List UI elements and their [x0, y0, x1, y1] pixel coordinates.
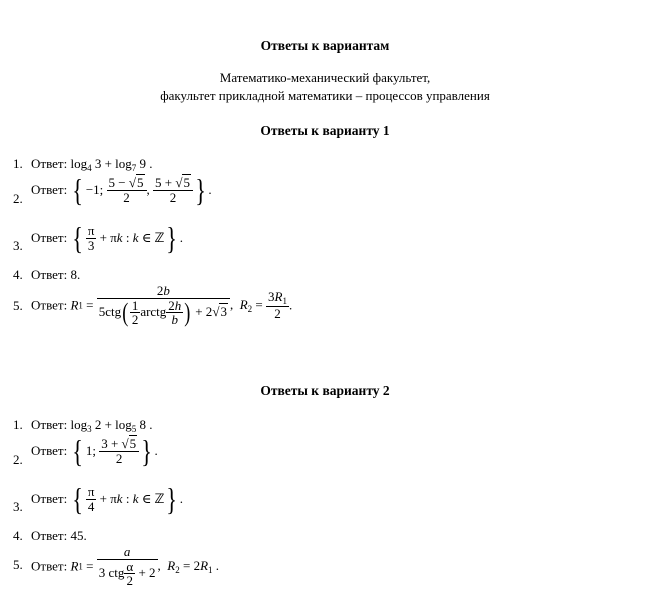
v1-item-2-answer: Ответ: { −1; $\frac{5 - √5}{2}$ , $\frac{5 + √5}{2}$ } .	[31, 172, 212, 208]
document-title: Ответы к вариантам	[260, 38, 390, 53]
answer-label: Ответ:	[31, 230, 68, 245]
v2-item-5-answer: Ответ: R1 = a 3 ctg $\frac{\alpha}{2}$ + 2 , $R_2 = 2R_1$ .	[31, 544, 220, 589]
variant-2-heading: Ответы к варианту 2	[260, 383, 390, 398]
answer-label: Ответ:	[31, 182, 68, 197]
v1-item-2-number: 2.	[13, 191, 23, 206]
v2-item-3-answer: Ответ: { $\frac{\pi}{4}$ + πk : k ∈ ℤ} .	[31, 481, 184, 517]
v2-item-1-answer: Ответ: $\log_3 2 + \log_5 8$ .	[31, 417, 153, 434]
v1-item-4-number: 4.	[13, 267, 23, 282]
v2-item-2-answer: Ответ: { 1; $\frac{3 + √5}{2}$ } .	[31, 433, 158, 469]
v2-item-3-number: 3.	[13, 499, 23, 514]
answer-label: Ответ:	[31, 443, 68, 458]
variant-1-heading: Ответы к варианту 1	[260, 123, 390, 138]
answer-label: Ответ:	[31, 491, 68, 506]
v1-item-3-answer: Ответ: { $\frac{\pi}{3}$ + πk : k ∈ ℤ} .	[31, 220, 184, 256]
v1-item-1-answer: Ответ: $\log_4 3 + \log_7 9$ .	[31, 156, 153, 173]
answer-label: Ответ:	[31, 267, 68, 282]
v1-item-5-answer: Ответ: R1 = 2b 5ctg( $\frac{1}{2}$ arctg $\frac{2h}{b}$ ) + 2√3 , $R_2$ = $\frac{3R_1}{2}$ .	[31, 283, 293, 328]
answer-label: Ответ:	[31, 528, 68, 543]
v1-item-1-number: 1.	[13, 156, 23, 171]
v2-item-4-number: 4.	[13, 528, 23, 543]
v1-item-3-number: 3.	[13, 238, 23, 253]
answer-label: Ответ:	[31, 558, 68, 574]
v2-item-4-answer: Ответ: 45.	[31, 528, 87, 543]
v2-item-2-number: 2.	[13, 452, 23, 467]
v2-item-1-number: 1.	[13, 417, 23, 432]
answer-label: Ответ:	[31, 156, 68, 171]
v1-item-4-answer: Ответ: 8.	[31, 267, 81, 282]
answer-label: Ответ:	[31, 297, 68, 313]
faculty-line-1: Математико-механический факультет,	[219, 70, 431, 85]
answer-label: Ответ:	[31, 417, 68, 432]
faculty-line-2: факультет прикладной математики – процессов управления	[160, 88, 490, 103]
v1-item-5-number: 5.	[13, 298, 23, 313]
v2-item-5-number: 5.	[13, 557, 23, 572]
